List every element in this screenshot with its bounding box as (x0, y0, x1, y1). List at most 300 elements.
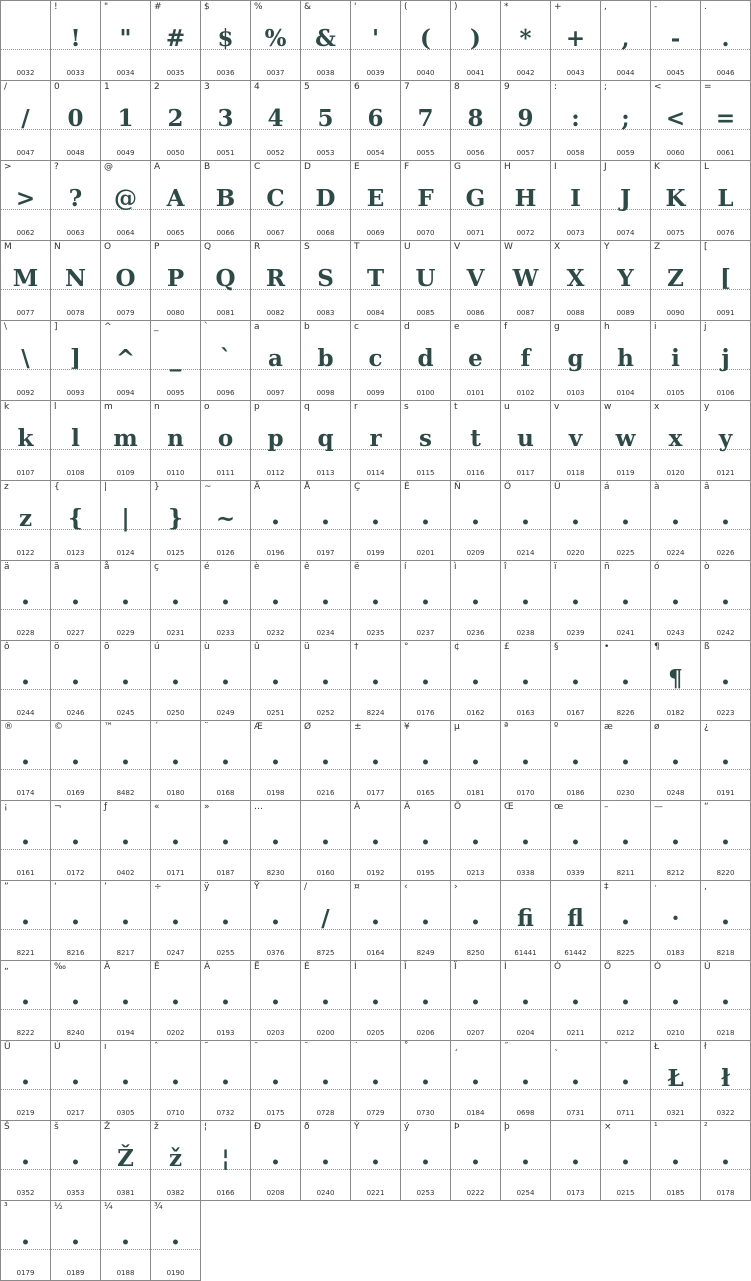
glyph-sample: r (369, 425, 382, 452)
glyph-cell (551, 401, 601, 481)
glyph-sample: x (668, 425, 683, 452)
glyph-cell (551, 721, 601, 801)
glyph-code: 0173 (566, 1189, 585, 1197)
glyph-key-label: d (404, 322, 410, 332)
glyph-key-label: ™ (104, 722, 113, 732)
glyph-sample: E (366, 185, 385, 212)
glyph-key-label: š (54, 1122, 59, 1132)
glyph-sample: • (721, 915, 730, 931)
glyph-code: 0234 (316, 629, 335, 637)
glyph-code: 0079 (116, 309, 135, 317)
glyph-cell (351, 161, 401, 241)
glyph-cell (251, 321, 301, 401)
glyph-sample: ; (621, 105, 630, 132)
glyph-sample: R (265, 265, 286, 292)
glyph-code: 0206 (416, 1029, 435, 1037)
glyph-code: 0210 (666, 1029, 685, 1037)
glyph-sample: • (471, 1155, 480, 1171)
glyph-sample: • (71, 755, 80, 771)
glyph-key-label: j (704, 322, 707, 332)
glyph-key-label: ü (304, 642, 310, 652)
glyph-key-label: å (104, 562, 110, 572)
glyph-key-label: ê (304, 562, 310, 572)
glyph-cell (201, 641, 251, 721)
glyph-key-label: ¼ (104, 1202, 113, 1212)
glyph-cell (501, 1121, 551, 1201)
glyph-code: 0216 (316, 789, 335, 797)
glyph-code: 0253 (416, 1189, 435, 1197)
glyph-cell (1, 1201, 51, 1281)
glyph-code: 0732 (216, 1109, 235, 1117)
glyph-code: 0108 (66, 469, 85, 477)
glyph-code: 0185 (666, 1189, 685, 1197)
glyph-key-label: ) (454, 2, 458, 12)
glyph-code: 0102 (516, 389, 535, 397)
glyph-code: 0247 (166, 949, 185, 957)
glyph-sample: · (671, 905, 680, 932)
glyph-sample: ` (219, 345, 232, 372)
glyph-key-label: N (54, 242, 61, 252)
glyph-sample: / (321, 905, 330, 932)
glyph-cell (551, 481, 601, 561)
glyph-code: 0166 (216, 1189, 235, 1197)
glyph-code: 8725 (316, 949, 335, 957)
glyph-code: 0178 (716, 1189, 735, 1197)
glyph-cell (701, 481, 751, 561)
glyph-sample: • (21, 915, 30, 931)
glyph-sample: • (71, 835, 80, 851)
glyph-code: 8482 (116, 789, 135, 797)
glyph-code: 0064 (116, 229, 135, 237)
glyph-cell (701, 241, 751, 321)
glyph-code: 0049 (116, 149, 135, 157)
glyph-cell (501, 1, 551, 81)
glyph-key-label: ½ (54, 1202, 63, 1212)
glyph-key-label: Ö (504, 482, 512, 492)
glyph-code: 0101 (466, 389, 485, 397)
glyph-sample: > (15, 185, 36, 212)
glyph-code: 8224 (366, 709, 385, 717)
glyph-code: 0186 (566, 789, 585, 797)
glyph-cell (501, 161, 551, 241)
glyph-key-label: ; (604, 82, 608, 92)
glyph-key-label: ô (4, 642, 10, 652)
glyph-key-label: ! (54, 2, 58, 12)
glyph-sample: • (171, 755, 180, 771)
glyph-key-label: { (54, 482, 60, 492)
glyph-cell (51, 1121, 101, 1201)
glyph-code: 0222 (466, 1189, 485, 1197)
glyph-cell (1, 961, 51, 1041)
glyph-cell (451, 1121, 501, 1201)
glyph-code: 8216 (66, 949, 85, 957)
glyph-code: 8250 (466, 949, 485, 957)
glyph-sample: • (271, 1155, 280, 1171)
glyph-key-label: Ž (104, 1122, 111, 1132)
glyph-code: 0081 (216, 309, 235, 317)
glyph-key-label: Ò (654, 962, 662, 972)
glyph-sample: • (371, 515, 380, 531)
glyph-cell (51, 641, 101, 721)
glyph-sample: • (721, 675, 730, 691)
glyph-key-label: M (4, 242, 12, 252)
glyph-code: 0120 (666, 469, 685, 477)
glyph-cell (301, 721, 351, 801)
glyph-code: 0192 (366, 869, 385, 877)
glyph-sample: ! (70, 25, 81, 52)
glyph-sample: • (21, 755, 30, 771)
glyph-cell (151, 641, 201, 721)
glyph-code: 0119 (616, 469, 635, 477)
glyph-cell (251, 561, 301, 641)
glyph-key-label: ¶ (654, 642, 660, 652)
glyph-key-label: † (354, 642, 359, 652)
glyph-code: 0080 (166, 309, 185, 317)
glyph-key-label: S (304, 242, 310, 252)
glyph-cell (51, 481, 101, 561)
glyph-sample: • (671, 835, 680, 851)
glyph-sample: • (521, 595, 530, 611)
glyph-cell (651, 241, 701, 321)
glyph-key-label: g (554, 322, 560, 332)
glyph-code: 0046 (716, 69, 735, 77)
glyph-sample: O (115, 265, 136, 292)
glyph-sample: • (621, 915, 630, 931)
glyph-key-label: p (254, 402, 260, 412)
glyph-cell (201, 1, 251, 81)
glyph-key-label: E (354, 162, 360, 172)
glyph-code: 0077 (16, 309, 35, 317)
glyph-cell (351, 321, 401, 401)
glyph-cell (701, 801, 751, 881)
glyph-cell (301, 321, 351, 401)
glyph-cell (701, 161, 751, 241)
glyph-code: 0078 (66, 309, 85, 317)
glyph-key-label: « (154, 802, 160, 812)
glyph-sample: : (571, 105, 580, 132)
glyph-code: 0244 (16, 709, 35, 717)
glyph-cell (451, 641, 501, 721)
glyph-key-label: 0 (54, 82, 60, 92)
glyph-code: 0089 (616, 309, 635, 317)
glyph-sample: • (371, 675, 380, 691)
glyph-cell (401, 161, 451, 241)
glyph-sample: • (121, 1235, 130, 1251)
glyph-cell (601, 161, 651, 241)
glyph-sample: • (521, 755, 530, 771)
glyph-cell (601, 81, 651, 161)
glyph-code: 0097 (266, 389, 285, 397)
glyph-code: 0202 (166, 1029, 185, 1037)
glyph-code: 0100 (416, 389, 435, 397)
glyph-sample: • (271, 995, 280, 1011)
glyph-key-label: A (154, 162, 161, 172)
glyph-sample: • (21, 995, 30, 1011)
glyph-sample: • (371, 1155, 380, 1171)
glyph-cell (101, 561, 151, 641)
glyph-cell (651, 881, 701, 961)
glyph-sample: • (221, 1075, 230, 1091)
glyph-sample: • (721, 995, 730, 1011)
glyph-key-label: ‡ (604, 882, 609, 892)
glyph-code: 8230 (266, 869, 285, 877)
glyph-cell (151, 1121, 201, 1201)
glyph-code: 0060 (666, 149, 685, 157)
glyph-key-label: 7 (404, 82, 410, 92)
glyph-cell (301, 881, 351, 961)
glyph-key-label: Ü (554, 482, 561, 492)
glyph-cell (501, 241, 551, 321)
glyph-sample: • (21, 1075, 30, 1091)
glyph-sample: • (121, 995, 130, 1011)
glyph-sample: / (21, 105, 30, 132)
glyph-cell (601, 481, 651, 561)
glyph-cell (551, 961, 601, 1041)
glyph-cell (601, 881, 651, 961)
glyph-cell (551, 801, 601, 881)
glyph-key-label: è (254, 562, 260, 572)
glyph-code: 0110 (166, 469, 185, 477)
glyph-cell (701, 321, 751, 401)
glyph-key-label: D (304, 162, 311, 172)
glyph-cell (301, 1121, 351, 1201)
glyph-code: 0090 (666, 309, 685, 317)
glyph-sample: • (621, 515, 630, 531)
glyph-sample: a (268, 345, 283, 372)
glyph-key-label: \ (4, 322, 8, 332)
glyph-cell (101, 881, 151, 961)
glyph-cell (301, 1041, 351, 1121)
glyph-cell (101, 81, 151, 161)
glyph-sample: • (171, 915, 180, 931)
glyph-cell (651, 1121, 701, 1201)
glyph-sample: • (71, 1155, 80, 1171)
glyph-sample: • (21, 835, 30, 851)
glyph-sample: • (571, 675, 580, 691)
glyph-cell (351, 721, 401, 801)
glyph-sample: k (17, 425, 34, 452)
glyph-code: 0382 (166, 1189, 185, 1197)
glyph-key-label: Ó (554, 962, 562, 972)
glyph-cell (551, 561, 601, 641)
glyph-key-label: Ÿ (254, 882, 260, 892)
glyph-sample: d (417, 345, 434, 372)
glyph-key-label: á (604, 482, 610, 492)
glyph-cell (451, 961, 501, 1041)
glyph-sample: [ (720, 265, 731, 292)
glyph-cell (201, 881, 251, 961)
glyph-cell (301, 641, 351, 721)
glyph-cell (501, 1041, 551, 1121)
glyph-sample: • (571, 1075, 580, 1091)
glyph-key-label: ¯ (254, 1042, 259, 1052)
glyph-code: 0041 (466, 69, 485, 77)
glyph-sample: ¦ (221, 1145, 230, 1172)
glyph-sample: • (171, 835, 180, 851)
glyph-key-label: 4 (254, 82, 260, 92)
glyph-key-label: L (704, 162, 710, 172)
glyph-cell (701, 721, 751, 801)
glyph-sample: z (18, 505, 33, 532)
glyph-sample: • (371, 1075, 380, 1091)
glyph-key-label: Æ (254, 722, 263, 732)
glyph-sample: • (471, 915, 480, 931)
glyph-code: 0126 (216, 549, 235, 557)
glyph-sample: • (421, 835, 430, 851)
glyph-cell (251, 961, 301, 1041)
glyph-code: 0104 (616, 389, 635, 397)
glyph-code: 0033 (66, 69, 85, 77)
glyph-code: 0339 (566, 869, 585, 877)
glyph-cell (451, 881, 501, 961)
glyph-code: 0198 (266, 789, 285, 797)
glyph-key-label: ± (354, 722, 362, 732)
glyph-key-label: ~ (204, 482, 212, 492)
glyph-key-label: À (354, 802, 361, 812)
glyph-cell (501, 321, 551, 401)
glyph-code: 0037 (266, 69, 285, 77)
glyph-key-label: ł (704, 1042, 707, 1052)
glyph-cell (501, 401, 551, 481)
glyph-key-label: s (404, 402, 409, 412)
glyph-code: 0105 (666, 389, 685, 397)
glyph-code: 0236 (466, 629, 485, 637)
glyph-cell (401, 641, 451, 721)
glyph-code: 0093 (66, 389, 85, 397)
glyph-cell (151, 241, 201, 321)
glyph-sample: . (721, 25, 730, 52)
glyph-code: 0070 (416, 229, 435, 237)
glyph-cell (201, 1121, 251, 1201)
glyph-sample: I (570, 185, 581, 212)
glyph-cell (201, 241, 251, 321)
glyph-sample: • (721, 1155, 730, 1171)
glyph-key-label: m (104, 402, 113, 412)
glyph-sample: S (317, 265, 334, 292)
glyph-code: 0063 (66, 229, 85, 237)
glyph-key-label: ý (404, 1122, 410, 1132)
glyph-key-label: @ (104, 162, 113, 172)
glyph-cell (251, 161, 301, 241)
glyph-sample: ł (721, 1065, 730, 1092)
glyph-sample: e (468, 345, 483, 372)
glyph-key-label: Y (604, 242, 610, 252)
glyph-key-label: Þ (454, 1122, 460, 1132)
glyph-sample: b (317, 345, 334, 372)
glyph-key-label: ð (304, 1122, 310, 1132)
glyph-key-label: Ï (454, 962, 457, 972)
glyph-sample: • (471, 595, 480, 611)
glyph-key-label: ˙ (354, 1042, 359, 1052)
glyph-code: 0352 (16, 1189, 35, 1197)
glyph-cell (451, 241, 501, 321)
glyph-cell (551, 241, 601, 321)
glyph-cell (651, 481, 701, 561)
glyph-sample: fi (517, 905, 534, 932)
glyph-key-label: b (304, 322, 310, 332)
glyph-cell (551, 1121, 601, 1201)
glyph-code: 0197 (316, 549, 335, 557)
glyph-code: 0085 (416, 309, 435, 317)
glyph-cell (51, 801, 101, 881)
glyph-code: 0381 (116, 1189, 135, 1197)
glyph-code: 0230 (616, 789, 635, 797)
glyph-key-label: ï (554, 562, 557, 572)
glyph-sample: 9 (517, 105, 534, 132)
glyph-cell (251, 641, 301, 721)
glyph-code: 8212 (666, 869, 685, 877)
glyph-sample: • (71, 915, 80, 931)
glyph-sample: 8 (467, 105, 484, 132)
glyph-cell (101, 1201, 151, 1281)
glyph-code: 0728 (316, 1109, 335, 1117)
glyph-sample: } (168, 505, 183, 532)
glyph-key-label: n (154, 402, 160, 412)
glyph-key-label: ˘ (304, 1042, 309, 1052)
glyph-key-label: ª (504, 722, 509, 732)
glyph-code: 0212 (616, 1029, 635, 1037)
glyph-sample: • (171, 995, 180, 1011)
glyph-sample: • (21, 1155, 30, 1171)
glyph-code: 0233 (216, 629, 235, 637)
glyph-cell (1, 401, 51, 481)
glyph-cell (651, 401, 701, 481)
glyph-code: 8218 (716, 949, 735, 957)
glyph-cell (401, 401, 451, 481)
glyph-sample: • (571, 595, 580, 611)
glyph-sample: J (620, 185, 631, 212)
glyph-sample: • (721, 835, 730, 851)
glyph-cell (301, 481, 351, 561)
glyph-cell (101, 1041, 151, 1121)
glyph-key-label: › (454, 882, 458, 892)
glyph-key-label: - (654, 2, 658, 12)
glyph-key-label: ¤ (354, 882, 360, 892)
glyph-key-label: ’ (104, 882, 107, 892)
glyph-sample: T (366, 265, 385, 292)
glyph-key-label: Œ (504, 802, 514, 812)
glyph-key-label: ı (104, 1042, 107, 1052)
glyph-sample: ž (168, 1145, 183, 1172)
glyph-code: 8217 (116, 949, 135, 957)
glyph-key-label: ∕ (304, 882, 308, 892)
glyph-cell (301, 961, 351, 1041)
glyph-cell (51, 1041, 101, 1121)
glyph-cell (651, 1, 701, 81)
glyph-cell (151, 401, 201, 481)
glyph-key-label: º (554, 722, 559, 732)
glyph-cell (1, 321, 51, 401)
glyph-code: 0167 (566, 709, 585, 717)
glyph-cell (651, 321, 701, 401)
glyph-sample: L (717, 185, 734, 212)
glyph-key-label: 8 (454, 82, 460, 92)
glyph-cell (251, 881, 301, 961)
glyph-sample: • (321, 1155, 330, 1171)
glyph-sample: • (221, 915, 230, 931)
glyph-key-label: ‚ (704, 882, 707, 892)
glyph-code: 0376 (266, 949, 285, 957)
glyph-cell (201, 321, 251, 401)
glyph-sample: • (321, 995, 330, 1011)
glyph-sample: • (721, 515, 730, 531)
glyph-key-label: ˜ (204, 1042, 209, 1052)
glyph-sample: D (315, 185, 336, 212)
glyph-key-label: Q (204, 242, 212, 252)
glyph-key-label: Z (654, 242, 661, 252)
glyph-code: 0228 (16, 629, 35, 637)
glyph-key-label: û (254, 642, 260, 652)
